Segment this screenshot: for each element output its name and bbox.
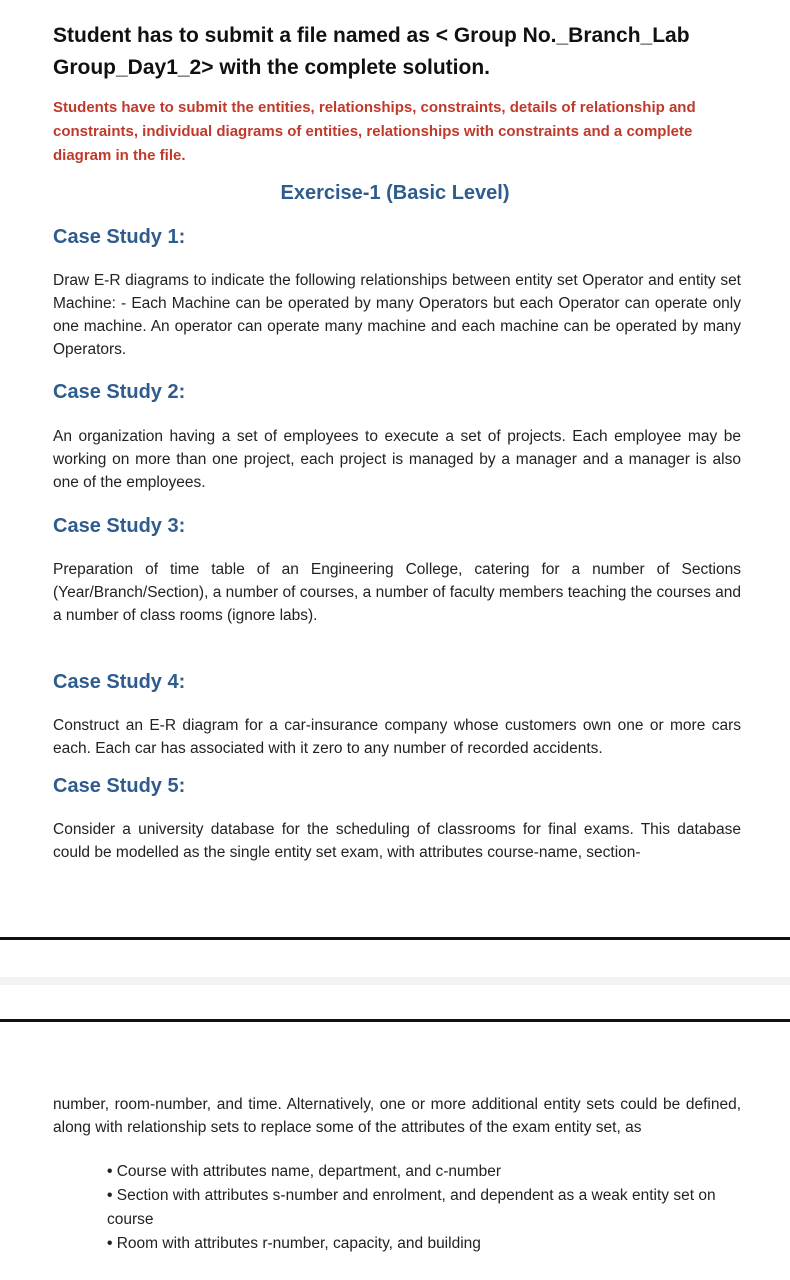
list-item [107, 1160, 742, 1184]
list-item-text: Section with attributes s-number and enrolment, and dependent as a weak entity set on course [107, 1187, 716, 1228]
submission-note: Students have to submit the entities, relationships, constraints, details of relationship and constraints, individual diagrams of entities, relationships with constraints and a complete diagram in the file. [53, 99, 696, 164]
exercise-title: Exercise-1 (Basic Level) [280, 182, 510, 204]
case-study-1-title: Case Study 1: [53, 226, 186, 248]
case-study-5-body: Consider a university database for the scheduling of classrooms for final exams. This database could be modelled as the single entity set exam, with attributes course-name, section- [53, 821, 741, 861]
bullet-icon: • [107, 1187, 117, 1204]
page-divider-top [0, 937, 790, 940]
bullet-icon: • [107, 1235, 117, 1252]
page-divider-bottom [0, 1019, 790, 1022]
list-item [107, 1184, 742, 1232]
bullet-icon: • [107, 1163, 117, 1180]
case-study-3-body: Preparation of time table of an Engineering College, catering for a number of Sections (Year/Branch/Section), a number of courses, a number of faculty members teaching the courses and a number of class rooms (ignore labs). [53, 561, 741, 624]
case-study-3-title: Case Study 3: [53, 515, 186, 537]
case-study-5-title: Case Study 5: [53, 775, 186, 797]
heading-line-1: Student has to submit a file named as < Group No._Branch_Lab [53, 24, 690, 47]
page-gap-band [0, 977, 790, 985]
case-study-1-body: Draw E-R diagrams to indicate the following relationships between entity set Operator and entity set Machine: - Each Machine can be operated by many Operators but each Operator can operate only one machine. An operator can operate many machine and each machine can be operated by many Operators. [53, 272, 741, 358]
heading-line-2: Group_Day1_2> with the complete solution. [53, 56, 491, 79]
case-study-4-body: Construct an E-R diagram for a car-insurance company whose customers own one or more cars each. Each car has associated with it zero to any number of recorded accidents. [53, 717, 741, 757]
case-study-2-title: Case Study 2: [53, 381, 186, 403]
list-item [107, 1232, 742, 1256]
case-study-4-title: Case Study 4: [53, 671, 186, 693]
list-item-text: Room with attributes r-number, capacity, and building [116, 1235, 481, 1252]
entity-set-list [107, 1160, 742, 1256]
submission-heading [53, 20, 753, 84]
case-study-5-continuation: number, room-number, and time. Alternatively, one or more additional entity sets could be defined, along with relationship sets to replace some of the attributes of the exam entity set, as [53, 1096, 741, 1136]
list-item-text: Course with attributes name, department, and c-number [116, 1163, 501, 1180]
case-study-2-body: An organization having a set of employees to execute a set of projects. Each employee may be working on more than one project, each project is managed by a manager and a manager is also one of the employees. [53, 428, 741, 491]
